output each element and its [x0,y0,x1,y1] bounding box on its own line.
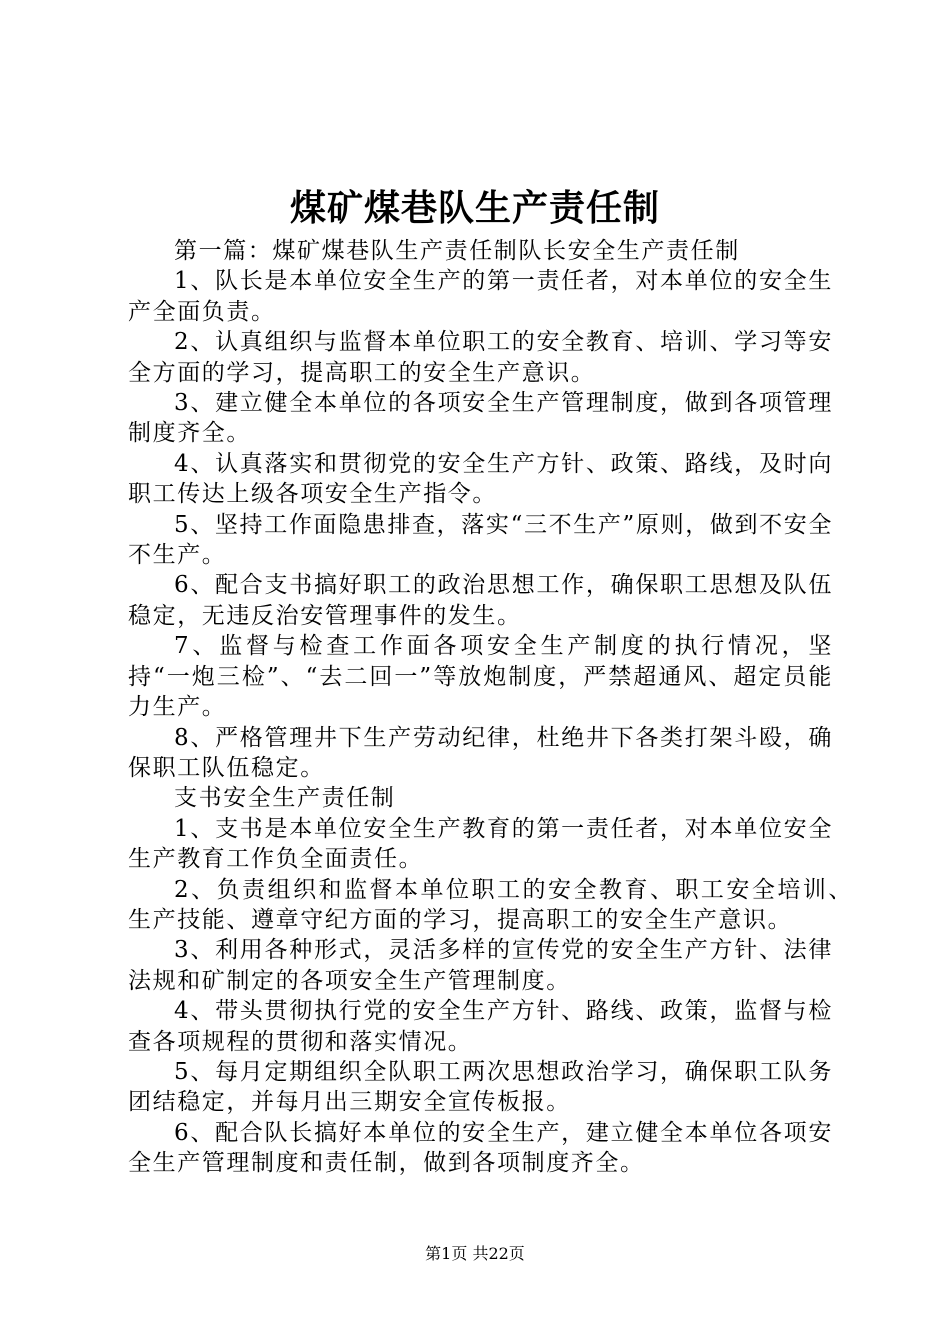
paragraph-subheading: 支书安全生产责任制 [174,785,396,812]
page-footer: 第1页 共22页 [425,1244,525,1263]
document-title: 煤矿煤巷队生产责任制 [289,187,660,229]
paragraph-item: 1、队长是本单位安全生产的第一责任者，对本单位的安全生产全面负责。 [128,268,833,325]
paragraph-item: 5、坚持工作面隐患排查，落实“三不生产”原则，做到不安全不生产。 [128,511,833,569]
paragraph-item: 4、带头贯彻执行党的安全生产方针、路线、政策，监督与检查各项规程的贯彻和落实情况。 [128,998,833,1055]
paragraph-item: 2、认真组织与监督本单位职工的安全教育、培训、学习等安全方面的学习，提高职工的安全生产意识。 [128,329,833,386]
paragraph-item: 1、支书是本单位安全生产教育的第一责任者，对本单位安全生产教育工作负全面责任。 [128,815,833,873]
paragraph-item: 6、配合支书搞好职工的政治思想工作，确保职工思想及队伍稳定，无违反治安管理事件的发生。 [128,572,833,629]
paragraph-item: 6、配合队长搞好本单位的安全生产，建立健全本单位各项安全生产管理制度和责任制，做到各项制度齐全。 [128,1119,833,1177]
paragraph-item: 4、认真落实和贯彻党的安全生产方针、政策、路线，及时向职工传达上级各项安全生产指令。 [128,450,833,508]
paragraph-item: 7、监督与检查工作面各项安全生产制度的执行情况，坚持“一炮三检”、“去二回一”等放炮制度，严禁超通风、超定员能力生产。 [128,633,833,721]
paragraph-section-heading: 第一篇：煤矿煤巷队生产责任制队长安全生产责任制 [174,238,740,264]
paragraph-item: 2、负责组织和监督本单位职工的安全教育、职工安全培训、生产技能、遵章守纪方面的学习，提高职工的安全生产意识。 [128,876,853,933]
paragraph-item: 8、严格管理井下生产劳动纪律，杜绝井下各类打架斗殴，确保职工队伍稳定。 [128,724,833,781]
paragraph-item: 3、建立健全本单位的各项安全生产管理制度，做到各项管理制度齐全。 [128,390,833,447]
document-body [128,236,853,1179]
paragraph-item: 5、每月定期组织全队职工两次思想政治学习，确保职工队务团结稳定，并每月出三期安全宣传板报。 [128,1058,833,1116]
paragraph-item: 3、利用各种形式，灵活多样的宣传党的安全生产方针、法律法规和矿制定的各项安全生产管理制度。 [128,937,833,994]
